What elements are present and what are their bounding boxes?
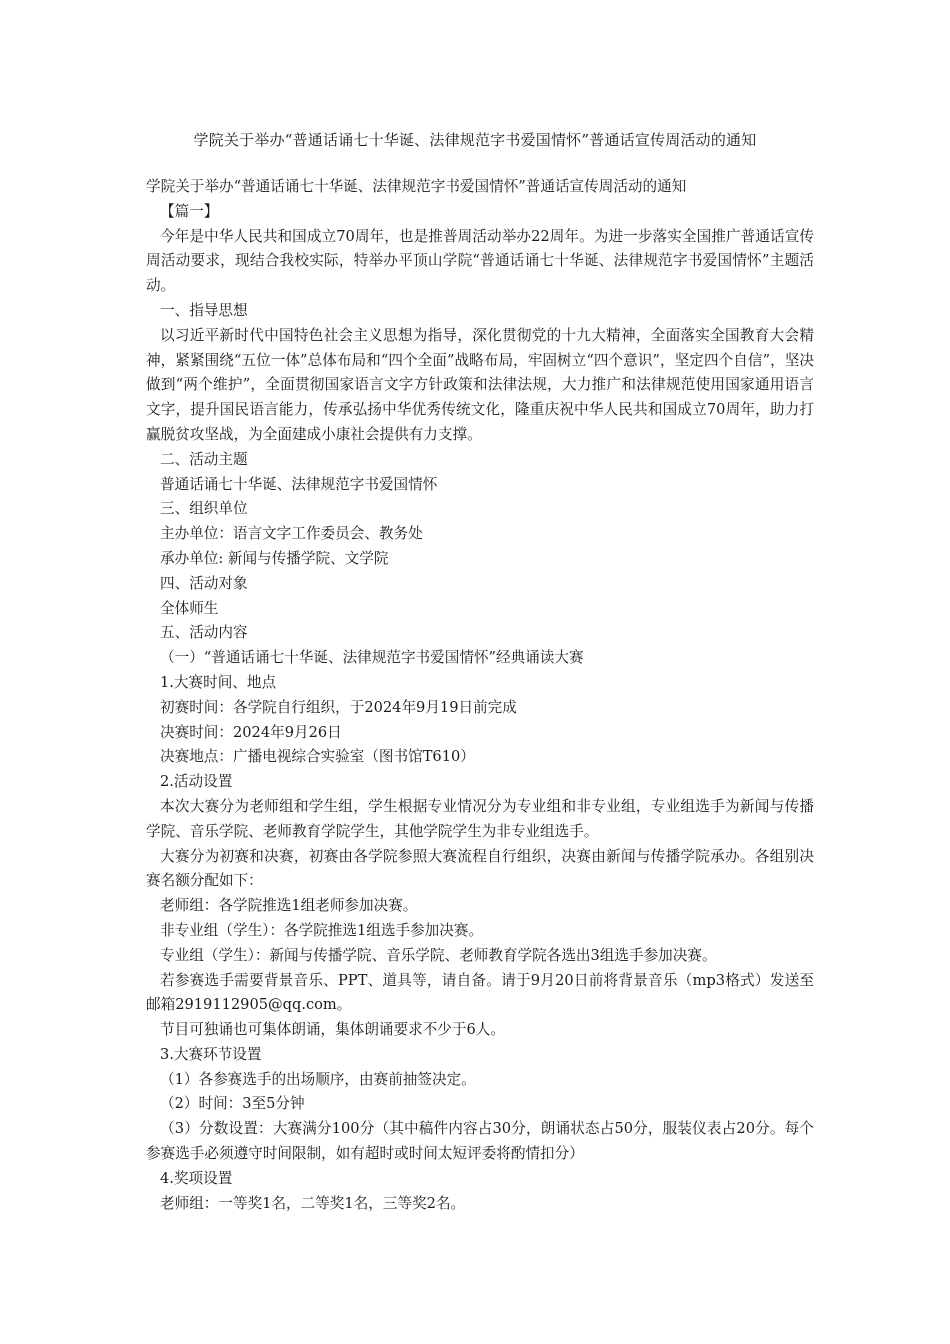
paragraph: 决赛地点：广播电视综合实验室（图书馆T610） [160, 748, 475, 766]
paragraph: 三、组织单位 [160, 500, 248, 518]
paragraph: 全体师生 [160, 599, 219, 617]
paragraph: （一）“普通话诵七十华诞、法律规范字书爱国情怀”经典诵读大赛 [160, 649, 584, 667]
paragraph: 五、活动内容 [160, 624, 248, 642]
paragraph: 本次大赛分为老师组和学生组，学生根据专业情况分为专业组和非专业组，专业组选手为新闻与传播学院、音乐学院、老师教育学院学生，其他学院学生为非专业组选手。 [146, 797, 814, 840]
paragraph: 专业组（学生）：新闻与传播学院、音乐学院、老师教育学院各选出3组选手参加决赛。 [160, 946, 717, 964]
paragraph: 2.活动设置 [160, 773, 233, 791]
paragraph: （3）分数设置：大赛满分100分（其中稿件内容占30分，朗诵状态占50分，服装仪表占20分。每个参赛选手必须遵守时间限制，如有超时或时间太短评委将酌情扣分） [146, 1120, 814, 1163]
paragraph: 老师组：一等奖1名，二等奖1名，三等奖2名。 [160, 1194, 466, 1212]
paragraph: 节目可独诵也可集体朗诵，集体朗诵要求不少于6人。 [160, 1021, 505, 1039]
paragraph: 决赛时间：2024年9月26日 [160, 723, 342, 741]
paragraph: （2）时间：3至5分钟 [160, 1095, 305, 1113]
paragraph: 主办单位：语言文字工作委员会、教务处 [160, 525, 423, 543]
paragraph: 4.奖项设置 [160, 1169, 233, 1187]
paragraph: 今年是中华人民共和国成立70周年，也是推普周活动举办22周年。为进一步落实全国推广普通话宣传周活动要求，现结合我校实际，特举办平顶山学院“普通话诵七十华诞、法律规范字书爱国情怀”主题活动。 [146, 227, 814, 295]
paragraph: 以习近平新时代中国特色社会主义思想为指导，深化贯彻党的十九大精神，全面落实全国教育大会精神，紧紧围绕“五位一体”总体布局和“四个全面”战略布局，牢固树立“四个意识”，坚定四个自信”，坚决做到“两个维护”，全面贯彻国家语言文字方针政策和法律法规，大力推广和法律规范使用国家通用语言文字，提升国民语言能力，传承弘扬中华优秀传统文化，隆重庆祝中华人民共和国成立70周年，助力打赢脱贫攻坚战，为全面建成小康社会提供有力支撑。 [146, 326, 814, 443]
paragraph: 非专业组（学生）：各学院推选1组选手参加决赛。 [160, 921, 484, 939]
paragraph: 【篇一】 [160, 202, 219, 220]
paragraph: 承办单位: 新闻与传播学院、文学院 [160, 549, 389, 567]
paragraph: 3.大赛环节设置 [160, 1045, 262, 1063]
paragraph: 大赛分为初赛和决赛，初赛由各学院参照大赛流程自行组织，决赛由新闻与传播学院承办。各组别决赛名额分配如下： [146, 847, 814, 890]
document-title: 学院关于举办“普通话诵七十华诞、法律规范字书爱国情怀”普通话宣传周活动的通知 [193, 131, 757, 149]
paragraph: 普通话诵七十华诞、法律规范字书爱国情怀 [160, 475, 438, 493]
document-body [146, 175, 814, 1216]
paragraph: 四、活动对象 [160, 574, 248, 592]
paragraph: 1.大赛时间、地点 [160, 673, 277, 691]
paragraph: 老师组：各学院推选1组老师参加决赛。 [160, 897, 418, 915]
paragraph: 一、指导思想 [160, 301, 248, 319]
paragraph: 若参赛选手需要背景音乐、PPT、道具等，请自备。请于9月20日前将背景音乐（mp3格式）发送至邮箱2919112905@qq.com。 [146, 971, 814, 1014]
paragraph: （1）各参赛选手的出场顺序，由赛前抽签决定。 [160, 1070, 476, 1088]
paragraph: 初赛时间：各学院自行组织，于2024年9月19日前完成 [160, 698, 517, 716]
paragraph: 学院关于举办“普通话诵七十华诞、法律规范字书爱国情怀”普通话宣传周活动的通知 [146, 178, 687, 195]
paragraph: 二、活动主题 [160, 450, 248, 468]
